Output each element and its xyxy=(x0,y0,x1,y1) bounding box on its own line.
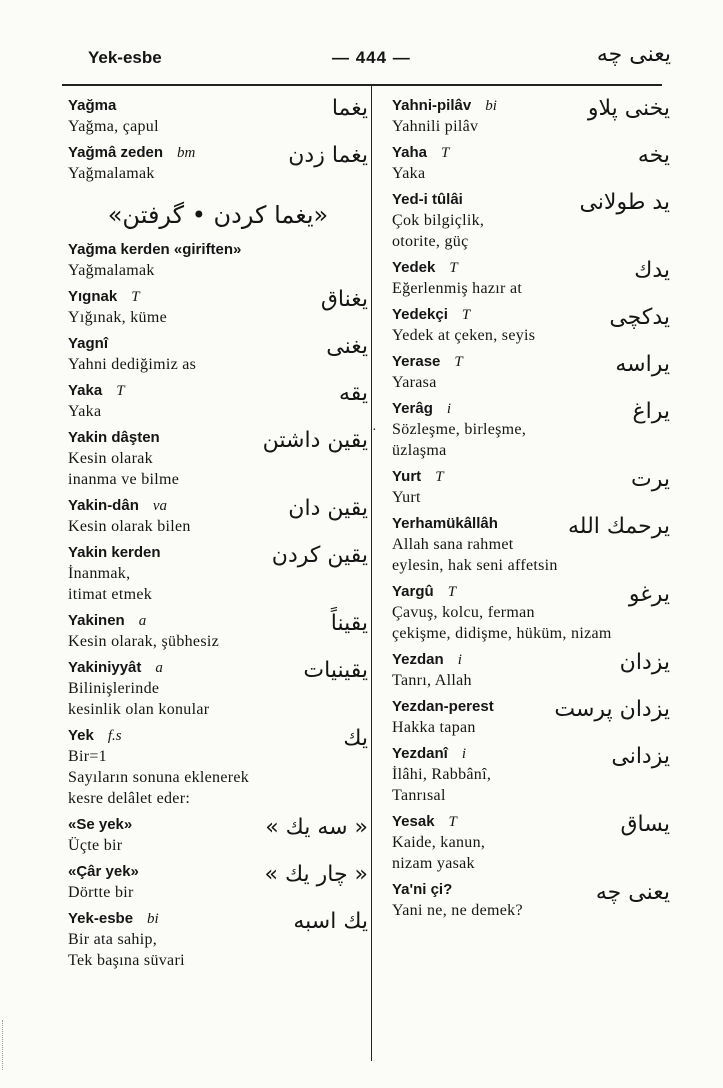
dictionary-entry xyxy=(392,190,670,252)
entry-arabic-script: یخنی پلاو xyxy=(587,96,670,121)
dictionary-entry xyxy=(392,812,670,874)
entry-definition: Bilinişlerinde xyxy=(68,680,160,697)
entry-headword: Yıgnak xyxy=(68,288,118,305)
entry-definition: eylesin, hak seni affetsin xyxy=(392,557,558,574)
entry-arabic-script: یعنی چه xyxy=(595,880,670,905)
entry-headword-line xyxy=(392,467,670,487)
entry-headword: Yedekçi xyxy=(392,306,448,323)
dictionary-entry xyxy=(392,582,670,644)
running-head: Yek-esbe xyxy=(88,48,162,67)
dictionary-entry xyxy=(392,744,670,806)
entry-headword: Yahni-pilâv xyxy=(392,97,472,114)
entry-arabic-script: یقه xyxy=(338,381,368,406)
dictionary-entry xyxy=(68,240,368,281)
entry-headword: Yedek xyxy=(392,259,436,276)
entry-arabic-script: یخه xyxy=(637,143,670,168)
entry-definition: Bir=1 xyxy=(68,748,107,765)
entry-origin-tag: T xyxy=(447,584,457,600)
entry-arabic-script: یدك xyxy=(634,258,670,283)
entry-origin-tag: i xyxy=(461,746,467,762)
entry-headword: Yezdan-perest xyxy=(392,698,494,715)
entry-definition: çekişme, didişme, hüküm, nizam xyxy=(392,625,612,642)
entry-origin-tag: bi xyxy=(147,911,159,927)
entry-arabic-script: یغنی xyxy=(326,334,368,359)
dictionary-entry xyxy=(68,815,368,856)
entry-arabic-script: یزدانی xyxy=(611,744,670,769)
entry-arabic-script: یساق xyxy=(620,812,670,837)
entry-headword: Yezdanî xyxy=(392,745,448,762)
running-head-arabic: یعنی چه xyxy=(596,42,671,67)
entry-arabic-script: یقین داشتن xyxy=(262,428,368,453)
entry-headword-line xyxy=(68,334,368,354)
page-header xyxy=(0,0,723,90)
entry-arabic-script: یرحمك الله xyxy=(567,514,670,539)
entry-definition: Yığınak, küme xyxy=(68,309,167,326)
entry-headword: Yağma kerden «giriften» xyxy=(68,241,242,258)
dictionary-entry xyxy=(392,650,670,691)
entry-definition: Yahni dediğimiz as xyxy=(68,356,197,373)
dictionary-entry xyxy=(68,862,368,903)
entry-definition: Tanrısal xyxy=(392,787,446,804)
entry-headword-line xyxy=(392,143,670,163)
entry-definition: Yağmalamak xyxy=(68,165,155,182)
entry-arabic-script: یقینیات xyxy=(303,658,368,683)
entry-headword-line xyxy=(68,611,368,631)
left-column xyxy=(68,96,368,977)
entry-headword: Ya'ni çi? xyxy=(392,881,453,898)
entry-headword: Yerase xyxy=(392,353,441,370)
entry-origin-tag: T xyxy=(116,383,125,399)
entry-headword: Yerhamükâllâh xyxy=(392,515,498,532)
entry-headword: Yakinen xyxy=(68,612,125,629)
entry-origin-tag: a xyxy=(138,613,147,629)
entry-headword: Yek xyxy=(68,727,94,744)
entry-definition: Çok bilgiçlik, xyxy=(392,212,485,229)
entry-arabic-script: یزدان پرست xyxy=(554,697,670,722)
entry-definition: Tek başına süvari xyxy=(68,952,185,969)
entry-headword: Yezdan xyxy=(392,651,444,668)
entry-definition: Tanrı, Allah xyxy=(392,672,472,689)
entry-definition: Yani ne, ne demek? xyxy=(392,902,523,919)
dictionary-entry xyxy=(68,658,368,720)
entry-arabic-script: « چار یك » xyxy=(264,862,368,887)
entry-headword: Yed-i tûlâi xyxy=(392,191,463,208)
entry-definition: İlâhi, Rabbânî, xyxy=(392,766,492,783)
entry-headword-line xyxy=(392,399,670,419)
entry-headword-line xyxy=(68,726,368,746)
entry-definition: otorite, güç xyxy=(392,233,469,250)
dictionary-entry xyxy=(392,467,670,508)
dictionary-entry xyxy=(372,399,670,461)
header-rule xyxy=(62,84,662,86)
margin-bullet: · xyxy=(372,423,377,438)
entry-headword: Yerâg xyxy=(392,400,433,417)
entry-definition: Hakka tapan xyxy=(392,719,476,736)
entry-origin-tag: bm xyxy=(177,145,196,161)
entry-origin-tag: f.s xyxy=(107,728,122,744)
entry-definition: Kesin olarak bilen xyxy=(68,518,191,535)
entry-definition: Kaide, kanun, xyxy=(392,834,486,851)
entry-definition: Yarasa xyxy=(392,374,437,391)
entry-headword: Yagnî xyxy=(68,335,109,352)
entry-origin-tag: T xyxy=(131,289,140,305)
entry-arabic-script: یك اسبه xyxy=(293,909,368,934)
entry-definition: Yaka xyxy=(68,403,102,420)
entry-definition: itimat etmek xyxy=(68,586,153,603)
entry-arabic-script: « سه یك » xyxy=(265,815,368,840)
entry-definition: Yurt xyxy=(392,489,421,506)
entry-definition: Kesin olarak xyxy=(68,450,153,467)
dictionary-entry xyxy=(68,726,368,809)
entry-origin-tag: T xyxy=(435,469,444,485)
entry-origin-tag: T xyxy=(461,307,471,323)
entry-arabic-script: یراسه xyxy=(615,352,670,377)
column-divider xyxy=(371,86,372,1061)
entry-definition: kesre delâlet eder: xyxy=(68,790,191,807)
entry-definition: Allah sana rahmet xyxy=(392,536,514,553)
entry-arabic-script: یغما xyxy=(331,96,368,121)
entry-origin-tag: T xyxy=(441,145,450,161)
entry-arabic-script: یزدان xyxy=(619,650,670,675)
entry-arabic-script: یقین دان xyxy=(288,496,368,521)
entry-headword: Yaka xyxy=(68,382,103,399)
entry-headword: Yargû xyxy=(392,583,434,600)
entry-headword: Yakin dâşten xyxy=(68,429,160,446)
entry-definition: inanma ve bilme xyxy=(68,471,180,488)
entry-definition: Yahnili pilâv xyxy=(392,118,479,135)
entry-definition: kesinlik olan konular xyxy=(68,701,210,718)
entry-arabic-script: یرت xyxy=(631,467,670,492)
arabic-phrase-line: «یغما کردن • گرفتن» xyxy=(107,201,329,229)
entry-origin-tag: a xyxy=(155,660,163,676)
entry-headword: Yakin-dân xyxy=(68,497,139,514)
dictionary-entry xyxy=(68,496,368,537)
entry-headword: Yağma xyxy=(68,97,117,114)
entry-arabic-script: یقین کردن xyxy=(271,543,368,568)
entry-origin-tag: bi xyxy=(485,98,497,114)
dictionary-entry xyxy=(68,611,368,652)
entry-definition: Kesin olarak, şübhesiz xyxy=(68,633,220,650)
entry-arabic-script: یرغو xyxy=(628,582,670,607)
dictionary-entry xyxy=(68,287,368,328)
entry-origin-tag: i xyxy=(457,652,462,668)
entry-headword: «Se yek» xyxy=(68,816,133,833)
entry-origin-tag: T xyxy=(448,814,457,830)
entry-origin-tag: i xyxy=(446,401,452,417)
dictionary-entry xyxy=(68,96,368,137)
right-column xyxy=(372,96,670,927)
entry-headword-line xyxy=(68,381,368,401)
entry-arabic-script: یقیناً xyxy=(330,611,368,636)
dictionary-entry xyxy=(68,143,368,184)
entry-headword: Yağmâ zeden xyxy=(68,144,164,161)
entry-origin-tag: T xyxy=(449,260,458,276)
entry-headword: Yesak xyxy=(392,813,435,830)
dictionary-entry xyxy=(392,697,670,738)
dictionary-entry xyxy=(392,880,670,921)
dictionary-entry xyxy=(392,352,670,393)
entry-definition: Dörtte bir xyxy=(68,884,134,901)
entry-definition: Yedek at çeken, seyis xyxy=(392,327,536,344)
entry-headword: Yakiniyyât xyxy=(68,659,142,676)
entry-definition: nizam yasak xyxy=(392,855,475,872)
entry-origin-tag: va xyxy=(152,498,168,514)
entry-headword-line xyxy=(392,258,670,278)
dictionary-entry xyxy=(392,96,670,137)
page-number: — 444 — xyxy=(332,48,411,67)
entry-headword-line xyxy=(68,240,368,260)
entry-arabic-script: یدکچی xyxy=(609,305,670,330)
entry-arabic-script: یغناق xyxy=(320,287,368,312)
entry-headword: Yaha xyxy=(392,144,428,161)
entry-definition: Üçte bir xyxy=(68,837,123,854)
dictionary-entry xyxy=(68,543,368,605)
margin-dots xyxy=(2,1020,7,1070)
entry-arabic-script: ید طولانی xyxy=(579,190,670,215)
entry-arabic-script: یراغ xyxy=(632,399,670,424)
dictionary-entry xyxy=(68,428,368,490)
dictionary-entry xyxy=(68,909,368,971)
entry-definition: Yağmalamak xyxy=(68,262,155,279)
entry-definition: Eğerlenmiş hazır at xyxy=(392,280,523,297)
dictionary-entry xyxy=(392,143,670,184)
dictionary-entry xyxy=(68,334,368,375)
dictionary-entry xyxy=(68,381,368,422)
entry-definition: Sözleşme, birleşme, xyxy=(392,421,527,438)
entry-arabic-script: یك xyxy=(343,726,368,751)
entry-origin-tag: T xyxy=(454,354,463,370)
dictionary-entry xyxy=(392,258,670,299)
entry-definition: Yaka xyxy=(392,165,426,182)
entry-headword: Yek-esbe xyxy=(68,910,134,927)
entry-headword-line xyxy=(68,96,368,116)
entry-definition: Sayıların sonuna eklenerek xyxy=(68,769,250,786)
entry-definition: İnanmak, xyxy=(68,565,131,582)
entry-definition: Bir ata sahip, xyxy=(68,931,158,948)
entry-definition: Çavuş, kolcu, ferman xyxy=(392,604,535,621)
entry-arabic-script: یغما زدن xyxy=(288,143,368,168)
entry-definition: Yağma, çapul xyxy=(68,118,159,135)
entry-definition: üzlaşma xyxy=(392,442,447,459)
dictionary-entry xyxy=(392,305,670,346)
dictionary-entry xyxy=(392,514,670,576)
entry-headword: Yurt xyxy=(392,468,422,485)
entry-headword: Yakin kerden xyxy=(68,544,161,561)
entry-headword: «Çâr yek» xyxy=(68,863,139,880)
